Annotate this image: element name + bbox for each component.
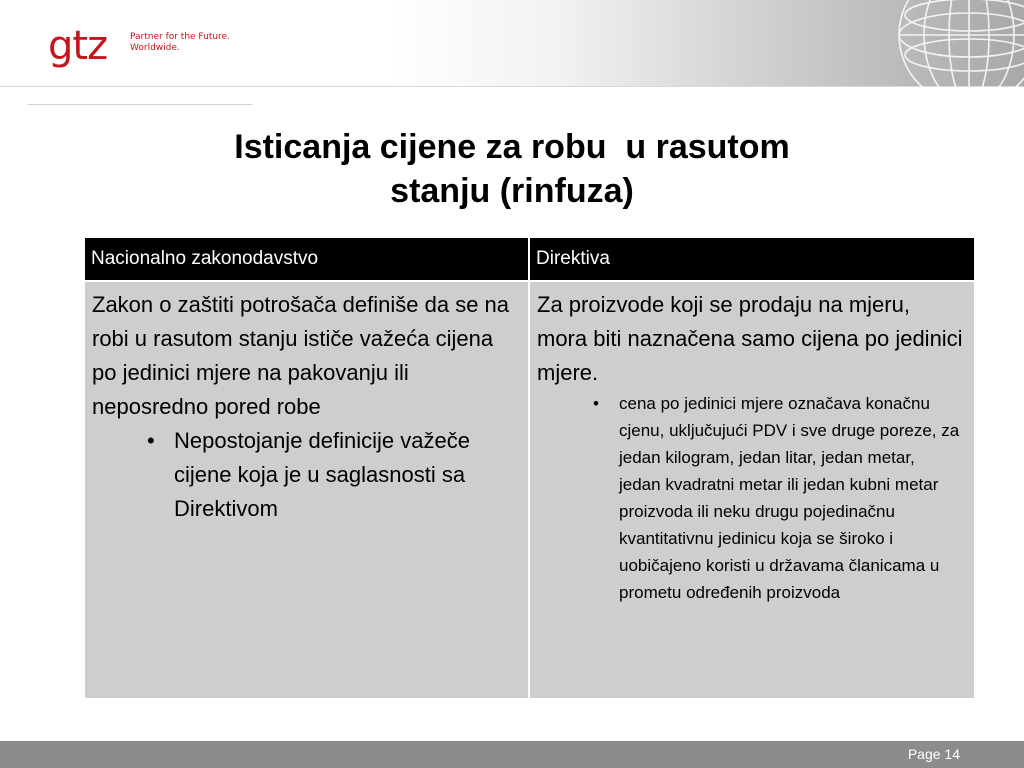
brand-tagline — [130, 32, 230, 54]
table-header-directive: Direktiva — [530, 238, 974, 280]
directive-text: Za proizvode koji se prodaju na mjeru, mora biti naznačena samo cijena po jedinici mjere. — [537, 292, 963, 385]
slide-title-line-2: stanju (rinfuza) — [390, 172, 634, 210]
national-law-text: Zakon o zaštiti potrošača definiše da se na robi u rasutom stanju ističe važeća cijena po jedinici mjere na pakovanju ili neposredno pored robe — [92, 292, 510, 419]
slide-title-line-1: Isticanja cijene za robu u rasutom — [234, 128, 790, 166]
header-divider — [0, 86, 1024, 87]
table-cell-directive — [530, 282, 974, 698]
national-bullet-list — [92, 424, 520, 526]
table-cell-national — [85, 282, 528, 698]
national-bullet-text: Nepostojanje definicije važeče cijene koja je u saglasnosti sa Direktivom — [174, 428, 470, 521]
tagline-line-1: Partner for the Future. — [130, 32, 230, 42]
page-number: Page 14 — [907, 746, 960, 762]
directive-bullet-item — [537, 390, 966, 606]
comparison-table — [85, 238, 974, 698]
globe-icon — [894, 0, 1024, 110]
slide-title — [120, 125, 904, 213]
gtz-logo: gtz — [48, 23, 108, 69]
directive-bullet-text: cena po jedinici mjere označava konačnu cjenu, uključujući PDV i sve druge poreze, za jedan kilogram, jedan litar, jedan metar, jedan kvadratni metar ili jedan kubni metar proizvoda ili neku drugu pojedinačnu kvantitativnu jedinicu koja se široko i uobičajeno koristi u državama članicama u prometu određenih proizvoda — [619, 394, 960, 602]
directive-bullet-list — [537, 390, 966, 606]
header-short-rule — [28, 104, 252, 105]
bullet-icon: • — [147, 428, 155, 453]
footer-bar — [0, 741, 1024, 768]
national-bullet-item — [92, 424, 520, 526]
bullet-icon: • — [593, 394, 599, 413]
table-header-national: Nacionalno zakonodavstvo — [85, 238, 528, 280]
tagline-line-2: Worldwide. — [130, 43, 180, 53]
